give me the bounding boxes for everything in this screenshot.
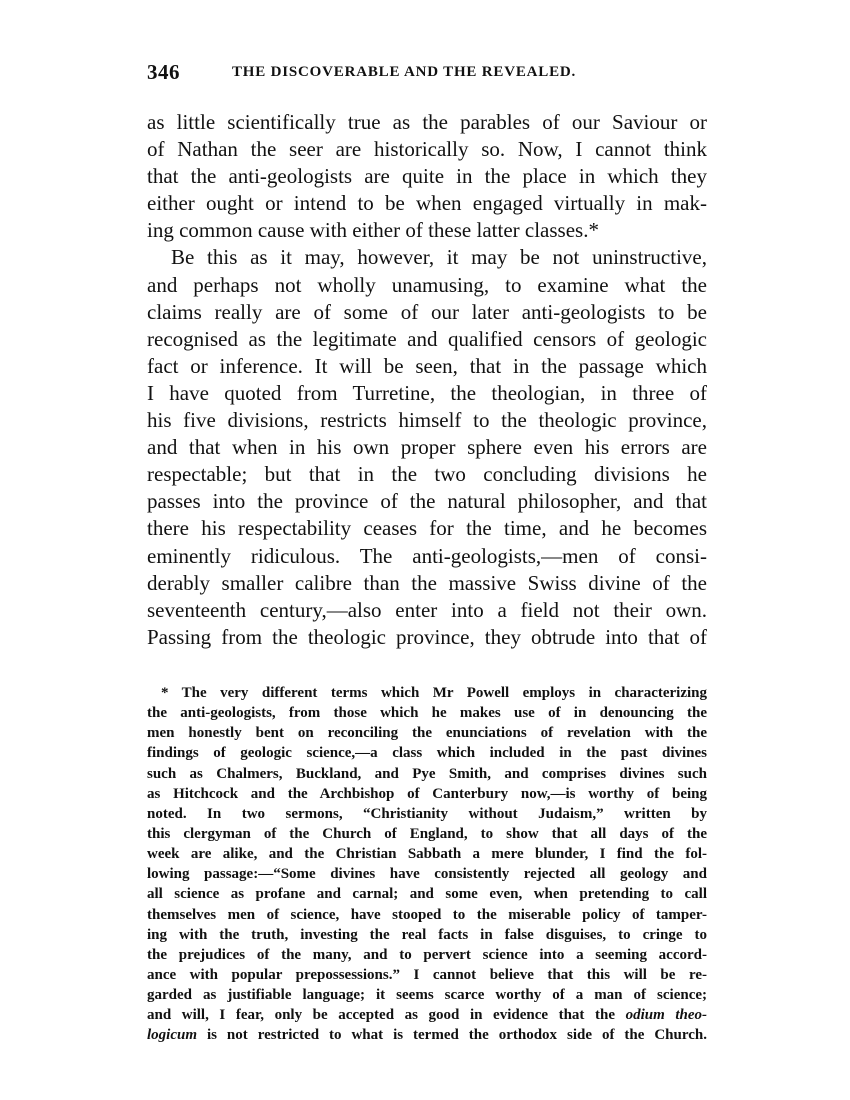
footnote-line: as Hitchcock and the Archbishop of Canterbury now,—is worthy of being [147,785,707,802]
footnote-line: themselves men of science, have stooped to the miserable policy of tamper- [147,906,707,923]
body-line: recognised as the legitimate and qualified censors of geologic [147,326,707,351]
body-line: seventeenth century,—also enter into a field not their own. [147,597,707,622]
body-line: Passing from the theologic province, they obtrude into that of [147,624,707,649]
page-number: 346 [147,60,180,84]
footnote-line: ing with the truth, investing the real facts in false disguises, to cringe to [147,926,707,943]
footnote-line: garded as justifiable language; it seems scarce worthy of a man of science; [147,987,707,1004]
body-line: fact or inference. It will be seen, that in the passage which [147,353,707,378]
footnote [147,683,707,1046]
footnote-line: the prejudices of the many, and to pervert science into a seeming accord- [147,946,707,963]
footnote-line [147,1005,707,1025]
footnote-line: lowing passage:—“Some divines have consistently rejected all geology and [147,866,707,883]
body-line: eminently ridiculous. The anti-geologists,—men of consi- [147,543,707,568]
page-header [147,60,707,92]
footnote-line [147,1025,707,1045]
body-line: passes into the province of the natural philosopher, and that [147,489,707,514]
italic-phrase: logicum [147,1027,198,1044]
italic-phrase: odium theo- [625,1007,707,1024]
body-line: I have quoted from Turretine, the theologian, in three of [147,380,707,405]
footnote-line-text: and will, I fear, only be accepted as good in evidence that the [147,1007,626,1024]
footnote-line-text: is not restricted to what is termed the orthodox side of the Church. [206,1027,708,1044]
body-text [147,109,707,651]
body-line: either ought or intend to be when engaged virtually in mak- [147,191,707,216]
body-line: ing common cause with either of these latter classes.* [147,218,599,243]
body-line: and perhaps not wholly unamusing, to examine what the [147,272,707,297]
body-line: that the anti-geologists are quite in the place in which they [147,164,707,189]
footnote-line: the anti-geologists, from those which he makes use of in denouncing the [147,705,707,722]
paragraph-start-line: Be this as it may, however, it may be not uninstructive, [171,245,707,270]
body-line: of Nathan the seer are historically so. Now, I cannot think [147,137,707,162]
footnote-line: all science as profane and carnal; and some even, when pretending to call [147,886,707,903]
body-line: and that when in his own proper sphere even his errors are [147,435,707,460]
footnote-line: men honestly bent on reconciling the enunciations of revelation with the [147,725,707,742]
footnote-line: findings of geologic science,—a class which included in the past divines [147,745,707,762]
body-line: derably smaller calibre than the massive Swiss divine of the [147,570,707,595]
footnote-line: week are alike, and the Christian Sabbath a mere blunder, I find the fol- [147,846,707,863]
footnote-line: this clergyman of the Church of England, to show that all days of the [147,825,707,842]
footnote-line: such as Chalmers, Buckland, and Pye Smith, and comprises divines such [147,765,707,782]
body-line: claims really are of some of our later anti-geologists to be [147,299,707,324]
running-head: THE DISCOVERABLE AND THE REVEALED. [232,64,577,80]
body-line: respectable; but that in the two concluding divisions he [147,462,707,487]
footnote-line: ance with popular prepossessions.” I cannot believe that this will be re- [147,966,707,983]
footnote-line: noted. In two sermons, “Christianity without Judaism,” written by [147,805,707,822]
body-line: there his respectability ceases for the time, and he becomes [147,516,707,541]
body-line: as little scientifically true as the parables of our Saviour or [147,110,707,134]
body-line: his five divisions, restricts himself to the theologic province, [147,408,707,433]
footnote-line: * The very different terms which Mr Powell employs in characterizing [161,685,707,701]
